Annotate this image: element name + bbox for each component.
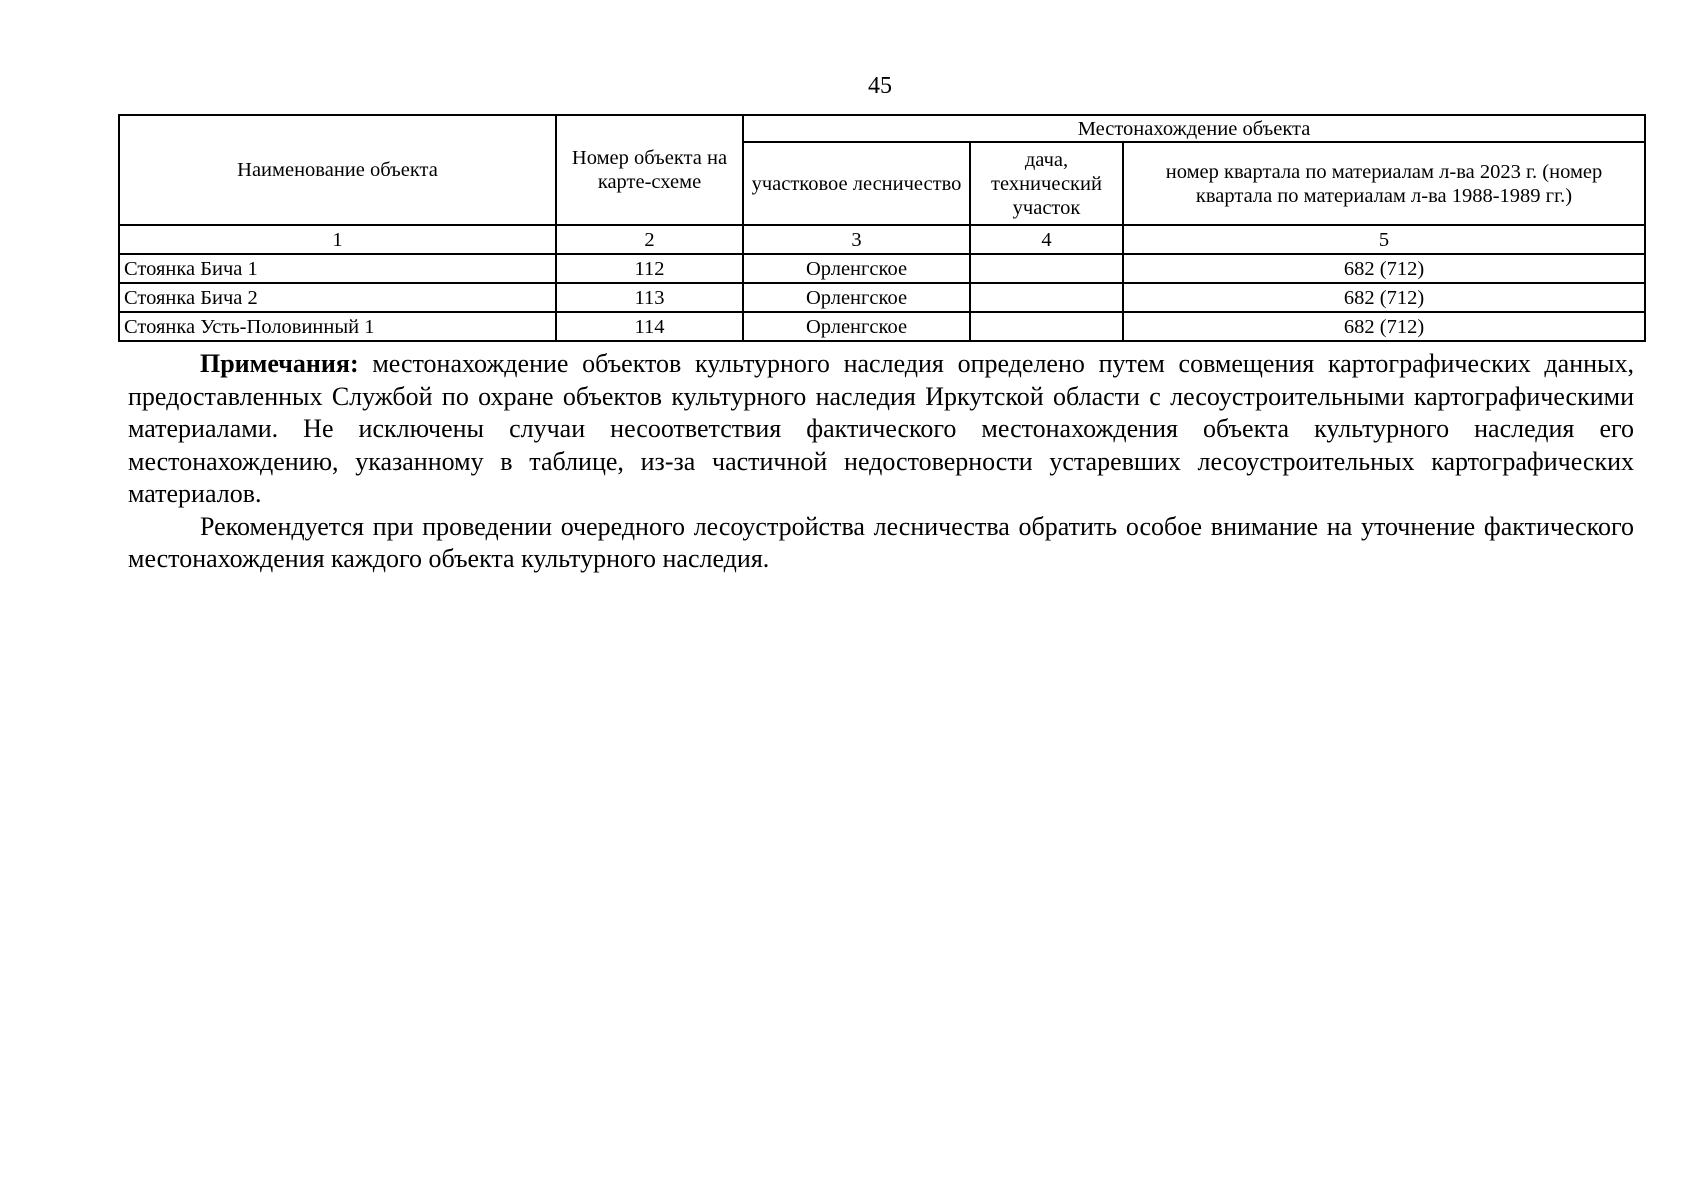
notes-section: [128, 348, 1634, 576]
notes-paragraph: [128, 348, 1634, 511]
notes-label: Примечания:: [200, 349, 359, 378]
map-number-cell: 112: [556, 254, 743, 283]
table-row: [119, 283, 1645, 312]
cultural-heritage-table: [118, 114, 1646, 342]
object-name-cell: Стоянка Бича 2: [119, 283, 556, 312]
recommendation-paragraph: Рекомендуется при проведении очередного лесоустройства лесничества обратить особое внимание на уточнение фактического местонахождения каждого объекта культурного наследия.: [128, 511, 1634, 573]
forestry-cell: Орленгское: [743, 312, 970, 341]
quarter-cell: 682 (712): [1123, 312, 1645, 341]
map-number-cell: 114: [556, 312, 743, 341]
forestry-cell: Орленгское: [743, 283, 970, 312]
header-object-name: Наименование объекта: [119, 115, 556, 225]
page-number: 45: [868, 73, 892, 99]
dacha-cell: [970, 283, 1123, 312]
table-row: [119, 254, 1645, 283]
column-number: 1: [119, 225, 556, 254]
header-district-forestry: участковое лесничество: [743, 142, 970, 225]
dacha-cell: [970, 254, 1123, 283]
quarter-cell: 682 (712): [1123, 283, 1645, 312]
column-number-row: [119, 225, 1645, 254]
column-number: 5: [1123, 225, 1645, 254]
forestry-cell: Орленгское: [743, 254, 970, 283]
header-quarter-number: номер квартала по материалам л-ва 2023 г. (номер квартала по материалам л-ва 1988-1989 гг.): [1123, 142, 1645, 225]
column-number: 3: [743, 225, 970, 254]
header-dacha: дача, технический участок: [970, 142, 1123, 225]
object-name-cell: Стоянка Усть-Половинный 1: [119, 312, 556, 341]
table-row: [119, 312, 1645, 341]
object-name-cell: Стоянка Бича 1: [119, 254, 556, 283]
map-number-cell: 113: [556, 283, 743, 312]
dacha-cell: [970, 312, 1123, 341]
column-number: 4: [970, 225, 1123, 254]
column-number: 2: [556, 225, 743, 254]
header-map-number: Номер объекта на карте-схеме: [556, 115, 743, 225]
quarter-cell: 682 (712): [1123, 254, 1645, 283]
notes-text: местонахождение объектов культурного наследия определено путем совмещения картографических данных, предоставленных Службой по охране объектов культурного наследия Иркутской области с лесоустроительными картографическими материалами. Не исключены случаи несоответствия фактического местонахождения объекта культурного наследия его местонахождению, указанному в таблице, из-за частичной недостоверности устаревших лесоустроительных картографических материалов.: [128, 349, 1634, 508]
header-location-group: Местонахождение объекта: [743, 115, 1645, 142]
